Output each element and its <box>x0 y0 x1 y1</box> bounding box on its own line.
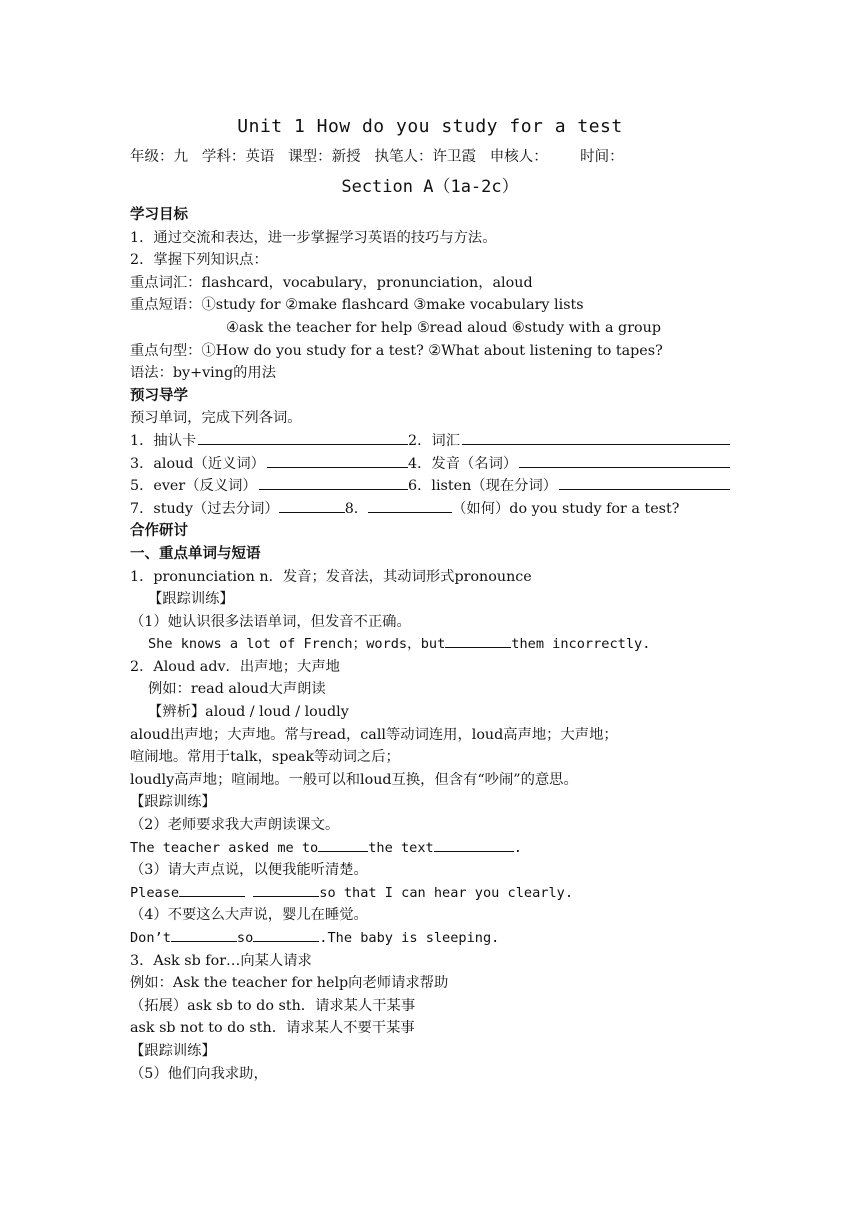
answer-blank-1[interactable] <box>198 430 408 445</box>
exercise-1-blank[interactable] <box>445 633 511 648</box>
exercise-3-blank-1[interactable] <box>179 882 245 897</box>
answer-blank-5[interactable] <box>259 475 408 490</box>
question-6 <box>408 475 730 498</box>
question-8-suffix: （如何）do you study for a test? <box>452 500 680 517</box>
question-7-label: 7．study（过去分词） <box>130 500 279 517</box>
exercise-1-text-a: She knows a lot of French；words，but <box>148 636 446 653</box>
question-8-label: 8． <box>344 500 369 517</box>
unit-title: Unit 1 How do you study for a test <box>237 116 623 137</box>
exercise-4-text-b: so <box>236 930 254 946</box>
exercise-4-text-c: .The baby is sleeping. <box>319 930 500 946</box>
exercise-2-en <box>130 837 730 860</box>
goals-heading: 学习目标 <box>130 207 188 223</box>
exercise-4-en <box>130 927 730 950</box>
document-page <box>130 114 730 1085</box>
coop-subheading: 一、重点单词与短语 <box>130 545 261 562</box>
question-4 <box>408 453 730 476</box>
exercise-2-blank-1[interactable] <box>318 837 368 852</box>
exercise-4-cn: （4）不要这么大声说，婴儿在睡觉。 <box>130 907 368 924</box>
exercise-5-cn: （5）他们向我求助， <box>130 1065 268 1082</box>
coop-heading: 合作研讨 <box>130 523 188 540</box>
point-1: 1．pronunciation n．发音；发音法，其动词形式pronounce <box>130 568 532 585</box>
preview-row-2 <box>130 453 730 476</box>
key-phrases-2: ④ask the teacher for help ⑤read aloud ⑥study with a group <box>226 319 661 336</box>
preview-row-1 <box>130 430 730 453</box>
key-sentences: 重点句型：①How do you study for a test? ②What about listening to tapes? <box>130 342 663 359</box>
key-vocabulary: 重点词汇：flashcard，vocabulary，pronunciation，aloud <box>130 274 533 291</box>
question-3-label: 3．aloud（近义词） <box>130 455 265 472</box>
answer-blank-3[interactable] <box>267 453 408 468</box>
goal-line-1: 1．通过交流和表达，进一步掌握学习英语的技巧与方法。 <box>130 229 497 246</box>
question-2-label: 2．词汇 <box>408 432 460 449</box>
question-5-label: 5．ever（反义词） <box>130 478 257 495</box>
goal-line-2: 2．掌握下列知识点： <box>130 252 268 269</box>
answer-blank-2[interactable] <box>462 430 730 445</box>
exercise-2-cn: （2）老师要求我大声朗读课文。 <box>130 817 340 834</box>
track-training-1: 【跟踪训练】 <box>148 591 234 608</box>
exercise-1-cn: （1）她认识很多法语单词，但发音不正确。 <box>130 613 411 630</box>
question-2 <box>408 430 730 453</box>
question-5 <box>130 475 408 498</box>
question-1-label: 1．抽认卡 <box>130 432 197 449</box>
preview-heading: 预习导学 <box>130 387 188 404</box>
exercise-4-text-a: Don’t <box>130 930 171 946</box>
answer-blank-8[interactable] <box>368 498 452 513</box>
exercise-3-text-a: Please <box>130 884 180 901</box>
question-6-label: 6．listen（现在分词） <box>408 478 558 495</box>
point-3-extension: （拓展）ask sb to do sth．请求某人干某事 <box>130 997 416 1014</box>
exercise-2-text-b: the text <box>368 839 434 856</box>
question-4-label: 4．发音（名词） <box>408 455 518 472</box>
exercise-2-text-c: . <box>513 839 522 856</box>
track-training-2: 【跟踪训练】 <box>130 794 216 811</box>
exercise-3-en <box>130 882 730 905</box>
analysis-line-1: aloud出声地；大声地。常与read，call等动词连用，loud高声地；大声地； <box>130 726 618 743</box>
lesson-meta: 年级：九 学科：英语 课型：新授 执笔人：许卫霞 申核人： 时间： <box>130 149 624 165</box>
exercise-2-blank-2[interactable] <box>434 837 514 852</box>
point-3-example: 例如：Ask the teacher for help向老师请求帮助 <box>130 975 449 992</box>
point-2-example: 例如：read aloud大声朗读 <box>148 681 326 698</box>
exercise-1-text-b: them incorrectly. <box>511 636 651 653</box>
point-3-negative: ask sb not to do sth．请求某人不要干某事 <box>130 1020 415 1037</box>
section-title: Section A（1a-2c） <box>341 177 519 197</box>
question-1 <box>130 430 408 453</box>
analysis-line-3: loudly高声地；喧闹地。一般可以和loud互换，但含有“吵闹”的意思。 <box>130 771 578 788</box>
exercise-4-blank-2[interactable] <box>253 927 319 942</box>
exercise-3-text-b: so that I can hear you clearly. <box>319 884 574 901</box>
track-training-3: 【跟踪训练】 <box>130 1042 216 1059</box>
exercise-2-text-a: The teacher asked me to <box>130 839 319 856</box>
analysis-heading: 【辨析】aloud / loud / loudly <box>148 704 349 721</box>
exercise-1-en <box>130 633 730 656</box>
answer-blank-7[interactable] <box>279 498 345 513</box>
answer-blank-6[interactable] <box>559 475 730 490</box>
preview-row-3 <box>130 475 730 498</box>
preview-row-4 <box>130 498 730 521</box>
answer-blank-4[interactable] <box>519 453 730 468</box>
question-3 <box>130 453 408 476</box>
point-2: 2．Aloud adv．出声地；大声地 <box>130 658 340 675</box>
preview-intro: 预习单词，完成下列各词。 <box>130 410 302 427</box>
exercise-3-blank-2[interactable] <box>253 882 319 897</box>
point-3: 3．Ask sb for…向某人请求 <box>130 952 312 969</box>
analysis-line-2: 喧闹地。常用于talk，speak等动词之后； <box>130 749 400 766</box>
key-phrases-1: 重点短语：①study for ②make flashcard ③make vocabulary lists <box>130 297 584 314</box>
exercise-4-blank-1[interactable] <box>171 927 237 942</box>
exercise-3-cn: （3）请大声点说，以便我能听清楚。 <box>130 862 368 879</box>
grammar-point: 语法：by+ving的用法 <box>130 365 276 382</box>
